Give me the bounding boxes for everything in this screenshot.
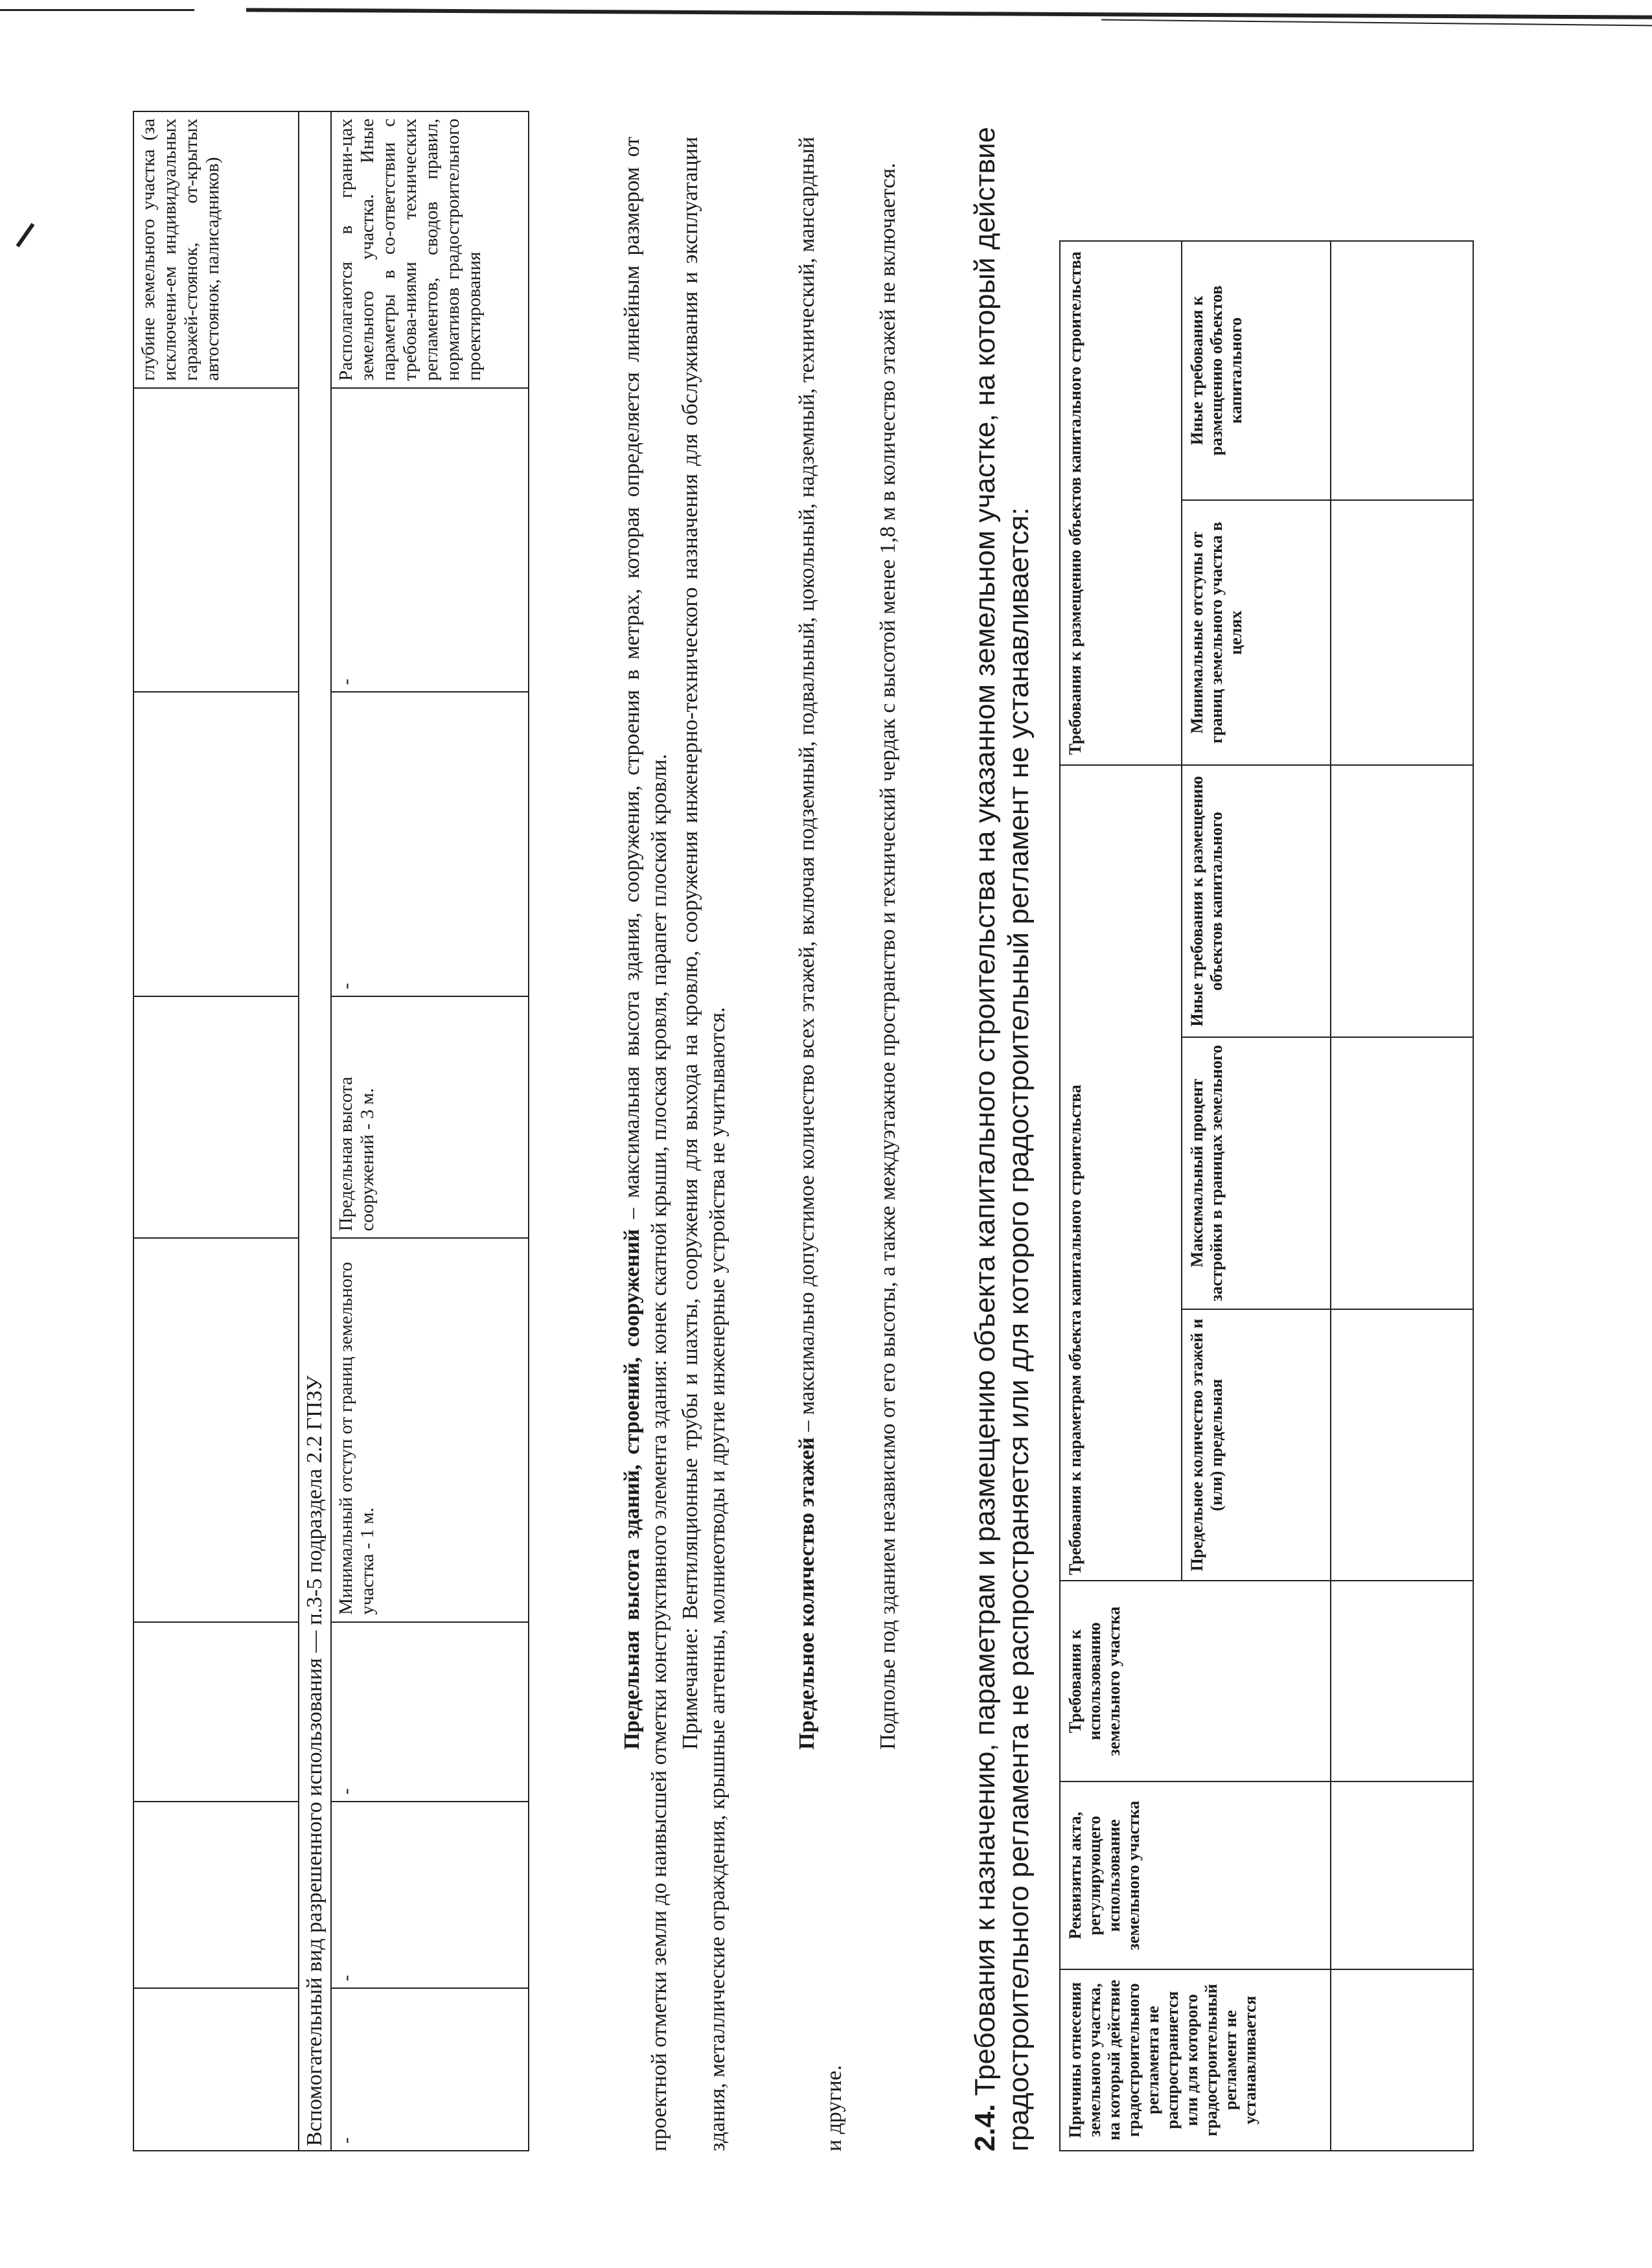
table-row [331,111,529,2151]
top-parameters-table [133,111,529,2151]
requirements-table [1059,240,1474,2151]
paragraph-height-definition: Предельная высота зданий, строений, сооружений – максимальная высота здания, сооружения, строения в метрах, которая определяется линейным размером от проектной отметки земли до наивысшей отметки конструктивного элемента здания: конек скатной крыши, плоская кровля, парапет плоской кровли. [620,136,671,2151]
header-act-details: Реквизиты акта, регулирующего использование земельного участка [1060,1781,1331,1969]
paragraph-note: Примечание: Вентиляционные трубы и шахты, сооружения для выхода на кровлю, сооружения инженерно-технического назначения для обслуживания и эксплуатации здания, металлические ограждения, крышные антенны, молниеотводы и другие инженерные устройства не учитываются. [678,137,729,2151]
header-placement: Требования к размещению объектов капитального строительства [1060,241,1182,765]
table-row [133,111,299,2151]
rotated-page [0,119,1652,2268]
table-cell: Располагаются в грани-цах земельного участка. Иные параметры в со-ответствии с требова-ниями технических регламентов, сводов правил, нормативов градостроительного проектирования [331,111,529,388]
scan-edge-line-right [246,8,1652,19]
subheader-setbacks: Минимальные отступы от границ земельного участка в целях [1182,500,1331,766]
table-cell: - [331,692,529,996]
table-row [1060,241,1182,2151]
header-land-use: Требования к использованию земельного участка [1060,1581,1331,1781]
table-cell: - [331,1802,529,1988]
table-cell: Предельная высота сооружений - 3 м. [331,996,529,1238]
table-cell: - [331,388,529,693]
paragraph-floors-definition: Предельное количество этажей – максимально допустимое количество всех этажей, включая подземный, подвальный, цокольный, надземный, технический, мансардный и другие. [795,137,846,2151]
header-parameters: Требования к параметрам объекта капитального строительства [1060,765,1182,1581]
subheader-floors: Предельное количество этажей и (или) предельная [1182,1309,1331,1581]
subheader-other-params: Иные требования к размещению объектов капитального [1182,765,1331,1037]
table-row [299,111,331,2151]
table-cell: - [331,1622,529,1802]
section-title-row: Вспомогательный вид разрешенного использования — п.3-5 подраздела 2.2 ГПЗУ [299,111,331,2151]
subheader-coverage: Максимальный процент застройки в границах земельного [1182,1037,1331,1309]
table-cell: - [331,1988,529,2151]
header-reasons: Причины отнесения земельного участка, на который действие градостроительного регламента не распространяется или для которого градостроительный регламент не устанавливается [1060,1969,1331,2151]
scan-edge-line-thin [1101,19,1652,27]
paragraph-subfloor: Подполье под зданием независимо от его высоты, а также междуэтажное пространство и технический чердак с высотой менее 1,8 м в количество этажей не включается. [876,163,900,1750]
scan-edge-line-left [0,9,194,11]
table-row [1331,241,1473,2151]
table-cell: глубине земельного участка (за исключени-ем индивидуальных гаражей-стоянок, от-крытых автостоянок, палисадников) [133,111,299,388]
subheader-other-placement: Иные требования к размещению объектов капитального [1182,241,1331,500]
section-heading-2-4: 2.4. Требования к назначению, параметрам и размещению объекта капитального строительства на указанном земельном участке, на который действие градостроительного регламента не распространяется или для которого градостроительный регламент не устанавливается: [969,126,1035,2151]
table-cell: Минимальный отступ от границ земельного участка - 1 м. [331,1238,529,1621]
